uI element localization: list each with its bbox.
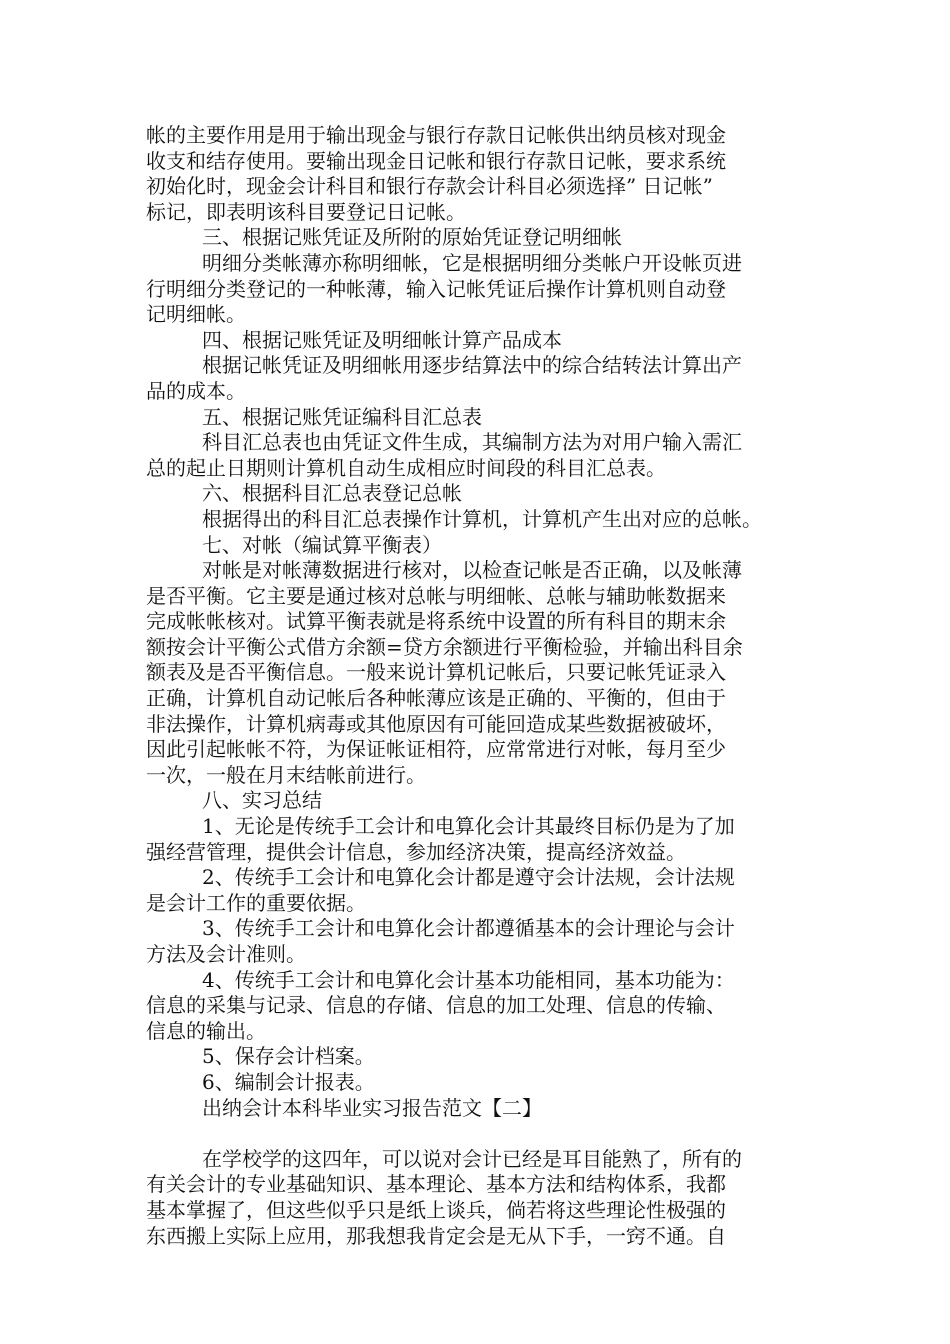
text-line: 6、编制会计报表。 [202, 1069, 375, 1094]
text-line: 额按会计平衡公式借方余额=贷方余额进行平衡检验，并输出科目余 [146, 634, 743, 659]
text-line: 2、传统手工会计和电算化会计都是遵守会计法规，会计法规 [202, 865, 735, 890]
text-line: 四、根据记账凭证及明细帐计算产品成本 [202, 327, 562, 352]
text-line: 非法操作，计算机病毒或其他原因有可能回造成某些数据被破坏， [146, 711, 726, 736]
text-line: 总的起止日期则计算机自动生成相应时间段的科目汇总表。 [146, 455, 666, 480]
text-line: 在学校学的这四年，可以说对会计已经是耳目能熟了，所有的 [202, 1146, 742, 1171]
text-line: 五、根据记账凭证编科目汇总表 [202, 404, 482, 429]
text-line: 正确，计算机自动记帐后各种帐薄应该是正确的、平衡的，但由于 [146, 686, 726, 711]
text-line: 明细分类帐薄亦称明细帐，它是根据明细分类帐户开设帐页进 [202, 250, 742, 275]
text-line: 八、实习总结 [202, 788, 322, 813]
text-line: 是否平衡。它主要是通过核对总帐与明细帐、总帐与辅助帐数据来 [146, 583, 726, 608]
text-line: 出纳会计本科毕业实习报告范文【二】 [202, 1095, 542, 1120]
text-line: 1、无论是传统手工会计和电算化会计其最终目标仍是为了加 [202, 814, 735, 839]
text-line: 4、传统手工会计和电算化会计基本功能相同，基本功能为： [202, 967, 735, 992]
text-line: 强经营管理，提供会计信息，参加经济决策，提高经济效益。 [146, 839, 686, 864]
text-line [146, 1121, 816, 1147]
text-line: 帐的主要作用是用于输出现金与银行存款日记帐供出纳员核对现金 [146, 123, 726, 147]
text-line: 三、根据记账凭证及所附的原始凭证登记明细帐 [202, 225, 622, 250]
text-line: 完成帐帐核对。试算平衡表就是将系统中设置的所有科目的期末余 [146, 609, 726, 634]
text-line: 一次，一般在月末结帐前进行。 [146, 762, 426, 787]
text-line: 科目汇总表也由凭证文件生成，其编制方法为对用户输入需汇 [202, 430, 742, 455]
text-line: 六、根据科目汇总表登记总帐 [202, 481, 462, 506]
text-line: 是会计工作的重要依据。 [146, 890, 366, 915]
text-line: 东西搬上实际上应用，那我想我肯定会是无从下手，一窍不通。自 [146, 1223, 726, 1248]
text-line: 对帐是对帐薄数据进行核对，以检查记帐是否正确，以及帐薄 [202, 558, 742, 583]
text-line: 3、传统手工会计和电算化会计都遵循基本的会计理论与会计 [202, 916, 735, 941]
text-line: 有关会计的专业基础知识、基本理论、基本方法和结构体系，我都 [146, 1172, 726, 1197]
text-line: 七、对帐（编试算平衡表） [202, 532, 442, 557]
text-line: 标记，即表明该科目要登记日记帐。 [146, 199, 466, 224]
text-line: 记明细帐。 [146, 302, 246, 327]
text-line: 品的成本。 [146, 378, 246, 403]
text-line: 行明细分类登记的一种帐薄，输入记帐凭证后操作计算机则自动登 [146, 276, 726, 301]
document-body [146, 123, 816, 1249]
text-line: 信息的采集与记录、信息的存储、信息的加工处理、信息的传输、 [146, 993, 726, 1018]
text-line: 根据得出的科目汇总表操作计算机，计算机产生出对应的总帐。 [202, 506, 762, 531]
text-line: 因此引起帐帐不符，为保证帐证相符，应常常进行对帐，每月至少 [146, 737, 726, 762]
text-line: 信息的输出。 [146, 1018, 266, 1043]
text-line: 5、保存会计档案。 [202, 1044, 375, 1069]
text-line: 初始化时，现金会计科目和银行存款会计科目必须选择” 日记帐” [146, 174, 713, 199]
text-line: 额表及是否平衡信息。一般来说计算机记帐后，只要记帐凭证录入 [146, 660, 726, 685]
text-line: 方法及会计准则。 [146, 942, 306, 966]
text-line: 根据记帐凭证及明细帐用逐步结算法中的综合结转法计算出产 [202, 353, 742, 378]
text-line: 基本掌握了，但这些似乎只是纸上谈兵，倘若将这些理论性极强的 [146, 1197, 726, 1222]
text-line: 收支和结存使用。要输出现金日记帐和银行存款日记帐，要求系统 [146, 148, 726, 173]
